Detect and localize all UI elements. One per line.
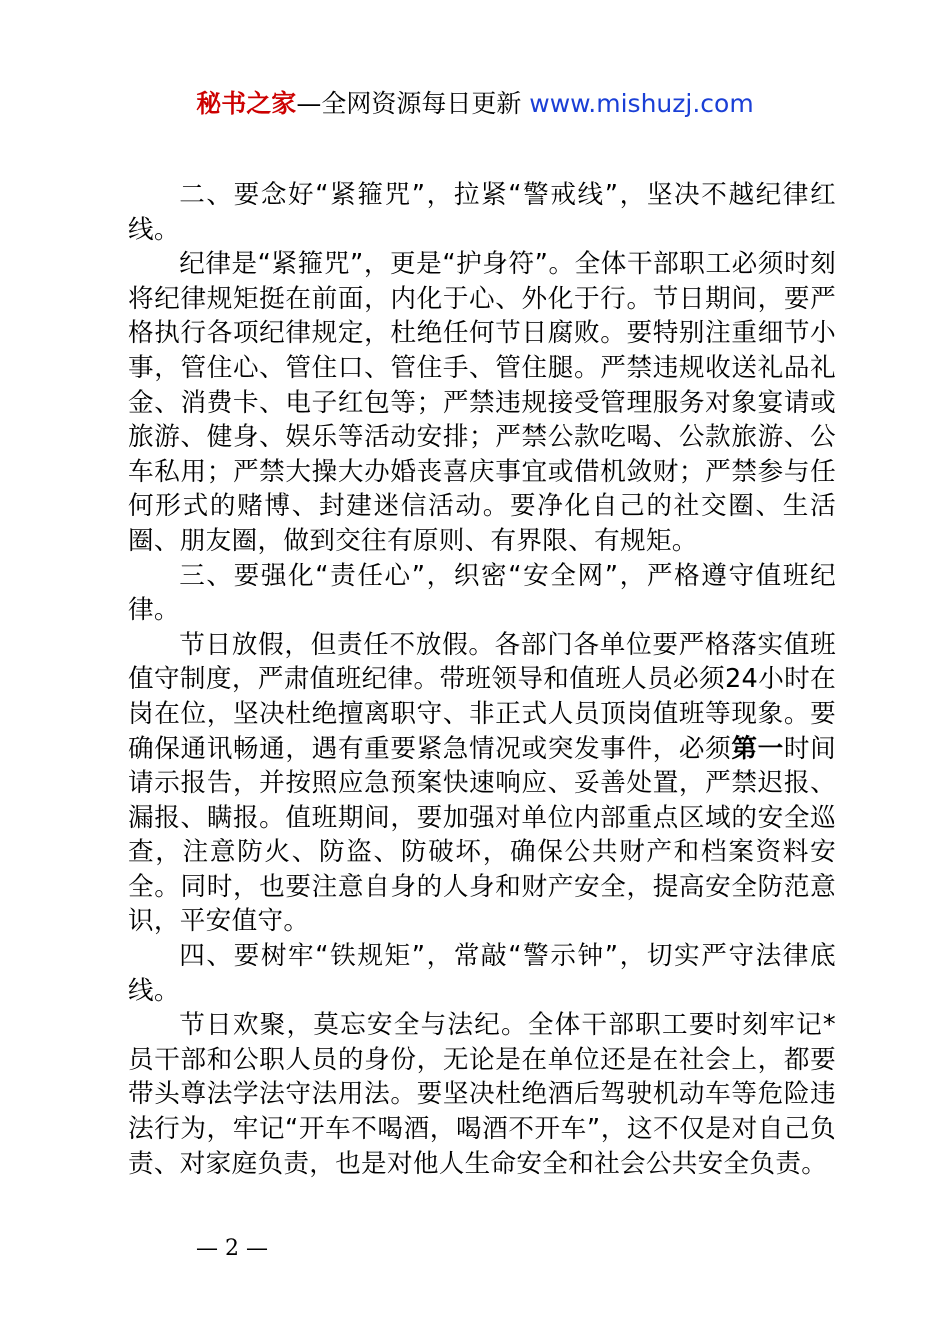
section-4-heading: 四、要树牢“铁规矩”，常敲“警示钟”，切实严守法律底线。 <box>128 941 836 1006</box>
section-3-text-part-2: 时间请示报告，并按照应急预案快速响应、妥善处置，严禁迟报、漏报、瞒报。值班期间，要加强对单位内部重点区域的安全巡查，注意防火、防盗、防破坏，确保公共财产和档案资料安全。同时，也要注意自身的人身和财产安全，提高安全防范意识，平安值守。 <box>128 733 836 937</box>
document-body <box>128 178 836 1181</box>
site-url-link[interactable]: www.mishuzj.com <box>529 89 754 118</box>
section-3-text-part-1: 节日放假，但责任不放假。各部门各单位要严格落实值班值守制度，严肃值班纪律。带班领导和值班人员必须24小时在岗在位，坚决杜绝擅离职守、非正式人员顶岗值班等现象。要确保通讯畅通，遇有重要紧急情况或突发事件，必须 <box>128 629 836 764</box>
section-2-paragraph: 纪律是“紧箍咒”，更是“护身符”。全体干部职工必须时刻将纪律规矩挺在前面，内化于心、外化于行。节日期间，要严格执行各项纪律规定，杜绝任何节日腐败。要特别注重细节小事，管住心、管住口、管住手、管住腿。严禁违规收送礼品礼金、消费卡、电子红包等；严禁违规接受管理服务对象宴请或旅游、健身、娱乐等活动安排；严禁公款吃喝、公款旅游、公车私用；严禁大操大办婚丧喜庆事宜或借机敛财；严禁参与任何形式的赌博、封建迷信活动。要净化自己的社交圈、生活圈、朋友圈，做到交往有原则、有界限、有规矩。 <box>128 249 836 556</box>
section-3-bold-text: 第一 <box>731 733 784 764</box>
section-3-heading: 三、要强化“责任心”，织密“安全网”，严格遵守值班纪律。 <box>128 560 836 626</box>
section-3-paragraph <box>128 628 836 939</box>
header-slogan: —全网资源每日更新 <box>296 89 530 118</box>
site-header <box>0 86 950 122</box>
page-number: — 2 — <box>196 1236 268 1261</box>
section-2-heading: 二、要念好“紧箍咒”，拉紧“警戒线”，坚决不越纪律红线。 <box>128 180 836 245</box>
section-4-paragraph: 节日欢聚，莫忘安全与法纪。全体干部职工要时刻牢记*员干部和公职人员的身份，无论是在单位还是在社会上，都要带头尊法学法守法用法。要坚决杜绝酒后驾驶机动车等危险违法行为，牢记“开车不喝酒，喝酒不开车”，这不仅是对自己负责、对家庭负责，也是对他人生命安全和社会公共安全负责。 <box>128 1010 836 1179</box>
brand-name: 秘书之家 <box>196 89 297 118</box>
